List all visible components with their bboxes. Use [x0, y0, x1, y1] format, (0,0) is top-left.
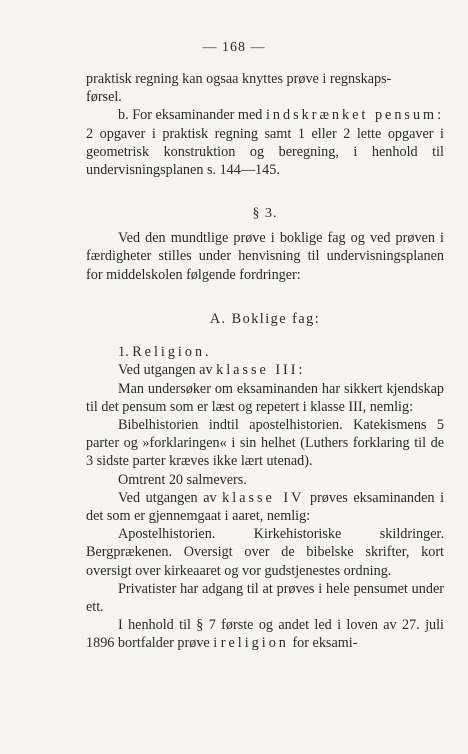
class3-heading: [86, 361, 444, 379]
class3-spaced: klasse III:: [216, 362, 306, 379]
boklige-block: [86, 310, 444, 653]
class4-post: prøves eksaminanden i det som er gjennemgaat i aaret, nemlig:: [86, 489, 445, 525]
class3-list: Bibelhistorien indtil apostelhistorien. Katekismens 5 parter og »forklaringen« i sin helhet (Luthers forklaring til de 3 sidste parter kræves ikke lært utenad).: [86, 417, 444, 470]
law-spaced: religion: [220, 635, 289, 652]
class3-text: Man undersøker om eksaminanden har sikkert kjendskap til det pensum som er læst og repetert i klasse III, nemlig:: [86, 380, 444, 415]
paragraph-b: [86, 106, 444, 179]
class4-pre: Ved utgangen av: [118, 489, 217, 506]
privatist-text: Privatister har adgang til at prøves i hele pensumet under ett.: [86, 580, 444, 616]
continued-text-1: praktisk regning kan ogsaa knyttes prøve i regnskaps-: [86, 71, 392, 87]
class4-list: Apostelhistorien. Kirkehistoriske skildringer. Bergprækenen. Oversigt over de bibelske skrifter, kort oversigt over kirkeaaret og vor gudstjenestes ordning.: [86, 526, 444, 579]
paragraph-b-text: 2 opgaver i praktisk regning samt 1 eller 2 lette opgaver i geometrisk konstruktion og beregning, i henhold til undervisningsplanen s. 144—145.: [86, 125, 444, 179]
continued-line: [86, 70, 444, 106]
law-text: [86, 616, 444, 652]
section-heading: § 3.: [252, 206, 278, 221]
law-post: for eksami-: [292, 635, 358, 652]
continued-text-2: førsel.: [86, 89, 122, 106]
class4-spaced: klasse IV: [222, 489, 305, 506]
religion-heading: [86, 343, 444, 361]
class3-pre: Ved utgangen av: [118, 362, 213, 379]
class3-psalms: Omtrent 20 salmevers.: [118, 471, 247, 488]
religion-number: 1.: [118, 344, 129, 361]
top-block: [86, 70, 444, 179]
section-intro: Ved den mundtlige prøve i boklige fag og ved prøven i færdigheter stilles under henvisning til undervisningsplanen for middelskolen følgende fordringer:: [86, 230, 444, 283]
section-block: [86, 205, 444, 284]
subject-heading: A. Boklige fag:: [209, 311, 321, 327]
class4-text: [86, 489, 444, 525]
paragraph-b-spaced: indskrænket pensum:: [265, 107, 445, 124]
religion-title: Religion.: [132, 344, 212, 361]
paragraph-b-label: b. For eksaminander med: [118, 107, 263, 124]
law-pre: I henhold til § 7 første og andet led i loven av 27. juli 1896 bortfalder prøve i: [86, 617, 444, 652]
page-number: — 168 —: [202, 40, 266, 55]
